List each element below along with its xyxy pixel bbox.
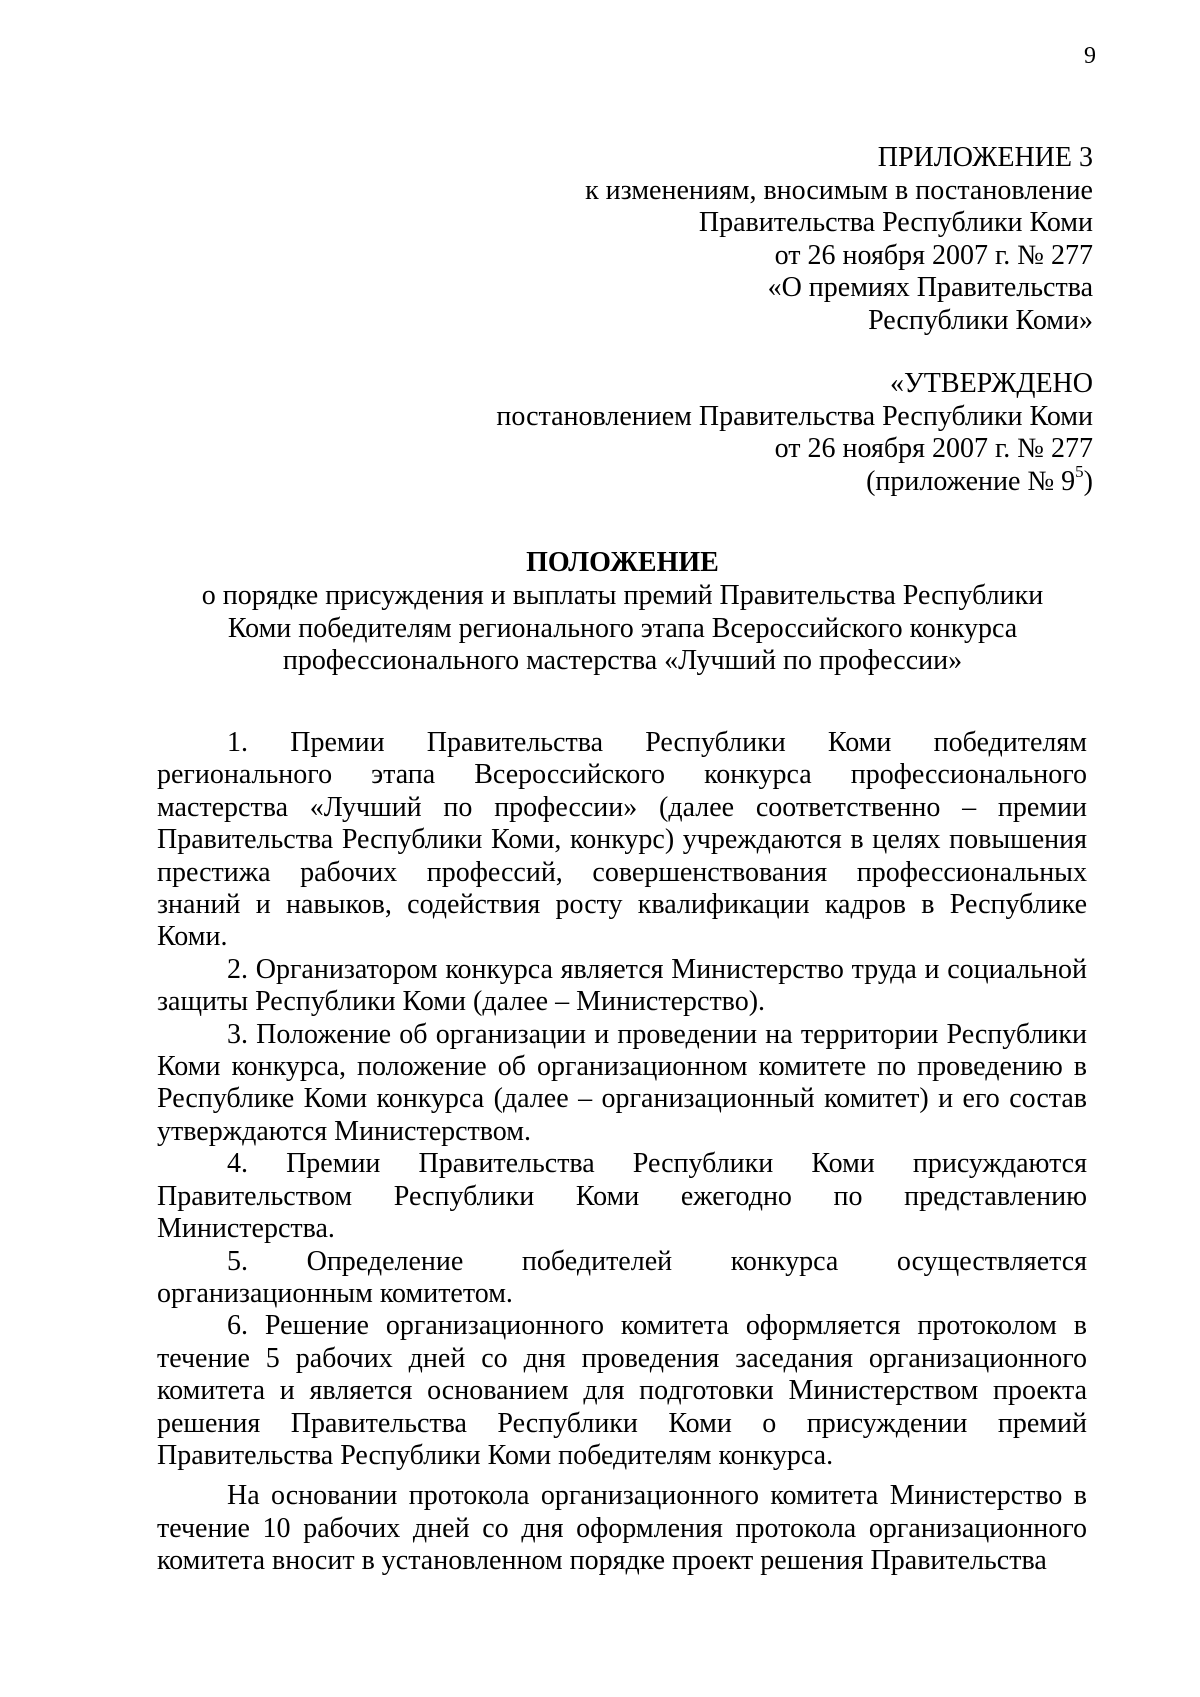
- appendix-block: [393, 142, 1093, 337]
- appendix-line: Республики Коми»: [868, 304, 1093, 336]
- document-subtitle: [155, 580, 1090, 678]
- paragraph-3: 3. Положение об организации и проведении на территории Республики Коми конкурса, положение об организационном комитете по проведению в Республике Коми конкурса (далее – организационный комитет) и его состав утверждаются Министерством.: [157, 1018, 1087, 1147]
- approval-block: [393, 368, 1093, 498]
- annex-suffix: ): [1083, 465, 1093, 497]
- paragraph-4: 4. Премии Правительства Республики Коми присуждаются Правительством Республики Коми ежегодно по представлению Министерства.: [157, 1148, 1087, 1245]
- paragraph-1: 1. Премии Правительства Республики Коми победителям регионального этапа Всероссийского конкурса профессионального мастерства «Лучший по профессии» (далее соответственно – премии Правительства Республики Коми, конкурс) учреждаются в целях повышения престижа рабочих профессий, совершенствования профессиональных знаний и навыков, содействия росту квалификации кадров в Республике Коми.: [157, 727, 1087, 953]
- appendix-line: к изменениям, вносимым в постановление: [585, 174, 1093, 206]
- approval-annex-line: [393, 462, 1093, 499]
- page-number: 9: [1084, 43, 1096, 69]
- annex-superscript: 5: [1075, 462, 1084, 482]
- appendix-heading: ПРИЛОЖЕНИЕ 3: [877, 142, 1093, 173]
- subtitle-line: профессионального мастерства «Лучший по профессии»: [282, 645, 963, 676]
- paragraph-5: 5. Определение победителей конкурса осуществляется организационным комитетом.: [157, 1245, 1087, 1309]
- approval-line: от 26 ноября 2007 г. № 277: [774, 433, 1093, 464]
- appendix-line: «О премиях Правительства: [767, 272, 1093, 303]
- paragraph-7: На основании протокола организационного комитета Министерство в течение 10 рабочих дней со дня оформления протокола организационного комитета вносит в установленном порядке проект решения Правительства: [157, 1480, 1087, 1577]
- approval-heading: «УТВЕРЖДЕНО: [889, 368, 1093, 399]
- subtitle-line: Коми победителям регионального этапа Всероссийского конкурса: [227, 612, 1018, 644]
- document-body: [157, 727, 1087, 1578]
- document-title: ПОЛОЖЕНИЕ: [526, 547, 719, 578]
- subtitle-line: о порядке присуждения и выплаты премий Правительства Республики: [201, 580, 1044, 611]
- appendix-line: от 26 ноября 2007 г. № 277: [774, 239, 1093, 271]
- paragraph-6: 6. Решение организационного комитета оформляется протоколом в течение 5 рабочих дней со дня проведения заседания организационного комитета и является основанием для подготовки Министерством проекта решения Правительства Республики Коми о присуждении премий Правительства Республики Коми победителям конкурса.: [157, 1310, 1087, 1471]
- approval-line: постановлением Правительства Республики Коми: [496, 400, 1093, 432]
- paragraph-2: 2. Организатором конкурса является Министерство труда и социальной защиты Республики Коми (далее – Министерство).: [157, 953, 1087, 1018]
- annex-prefix: (приложение № 9: [866, 465, 1076, 497]
- appendix-line: Правительства Республики Коми: [698, 207, 1093, 238]
